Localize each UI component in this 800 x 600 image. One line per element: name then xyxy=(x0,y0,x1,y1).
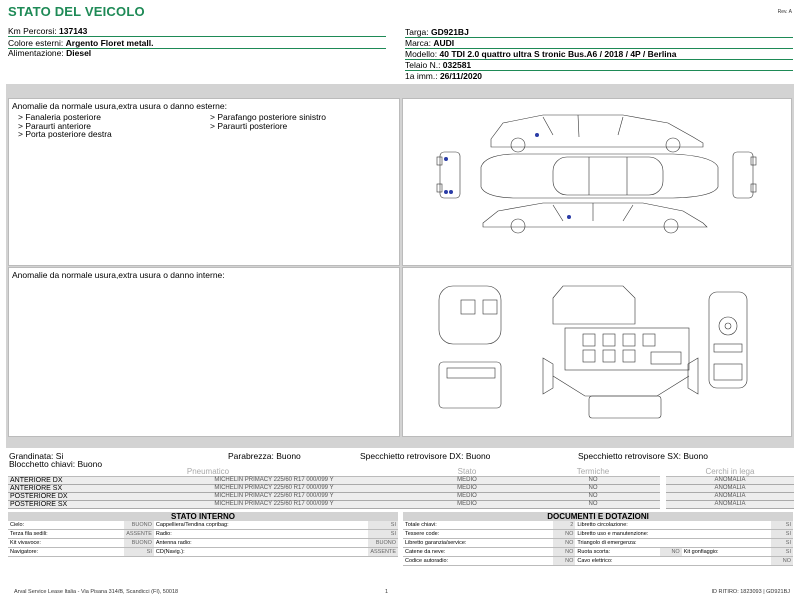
key-block-status: Blocchetto chiavi: Buono xyxy=(9,459,103,469)
damage-item: > Paraurti posteriore xyxy=(210,120,288,131)
table-row: Codice autoradio: NO Cavo elettrico: NO xyxy=(405,558,791,564)
revision-label: Rev. A xyxy=(777,9,792,15)
color-label: Colore esterni: xyxy=(8,38,66,48)
table-row: ANTERIORE SX MICHELIN PRIMACY 225/60 R17 000/099 Y MEDIO NO ANOMALIA xyxy=(8,485,794,493)
km-row xyxy=(8,26,386,37)
col-header-alloys: Cerchi in lega xyxy=(666,467,794,477)
car-interior-diagram xyxy=(403,268,791,436)
table-row: POSTERIORE DX MICHELIN PRIMACY 225/60 R17 000/099 Y MEDIO NO ANOMALIA xyxy=(8,493,794,501)
table-row: Kit vivavoce: BUONO Antenna radio: BUONO xyxy=(10,540,396,546)
table-row: ANTERIORE DX MICHELIN PRIMACY 225/60 R17 000/099 Y MEDIO NO ANOMALIA xyxy=(8,477,794,485)
internal-state-table xyxy=(8,521,398,557)
plate-value: GD921BJ xyxy=(431,27,469,37)
documents-title: DOCUMENTI E DOTAZIONI xyxy=(403,512,793,521)
damage-item: > Paraurti anteriore xyxy=(18,120,91,131)
external-damage-list-1 xyxy=(18,113,112,139)
table-row: Catene da neve: NO Ruota scorta: NO Kit gonfiaggio: SI xyxy=(405,549,791,555)
internal-damage-title: Anomalie da normale usura,extra usura o danno interne: xyxy=(12,270,225,280)
plate-row xyxy=(405,27,793,38)
table-row: Tessere code: NO Libretto uso e manutenzione: SI xyxy=(405,531,791,537)
chassis-label: Telaio N.: xyxy=(405,60,443,70)
external-car-diagram-panel xyxy=(402,98,792,266)
documents-table xyxy=(403,521,793,566)
parabrezza-status: Parabrezza: Buono xyxy=(228,451,301,461)
brand-value: AUDI xyxy=(433,38,455,48)
internal-car-diagram-panel xyxy=(402,267,792,437)
col-header-tyre: Pneumatico xyxy=(8,467,408,477)
table-row: Libretto garanzia/service: NO Triangolo di emergenza: SI xyxy=(405,540,791,546)
page-title: STATO DEL VEICOLO xyxy=(8,4,145,19)
brand-label: Marca: xyxy=(405,38,434,48)
external-damage-list-2 xyxy=(210,113,326,130)
external-damage-title: Anomalie da normale usura,extra usura o danno esterne: xyxy=(12,101,227,111)
mirror-sx-status: Specchietto retrovisore SX: Buono xyxy=(578,451,708,461)
table-row: Totale chiavi: 2 Libretto circolazione: SI xyxy=(405,522,791,528)
table-row: POSTERIORE SX MICHELIN PRIMACY 225/60 R17 000/099 Y MEDIO NO ANOMALIA xyxy=(8,501,794,509)
fuel-label: Alimentazione: xyxy=(8,48,67,58)
brand-row xyxy=(405,38,793,49)
tyres-table xyxy=(8,467,794,509)
mirror-dx-status: Specchietto retrovisore DX: Buono xyxy=(360,451,491,461)
table-row: Navigatore: SI CD(Navig.): ASSENTE xyxy=(10,549,396,555)
chassis-row xyxy=(405,60,793,71)
model-value: 40 TDI 2.0 quattro ultra S tronic Bus.A6 / 2018 / 4P / Berlina xyxy=(439,49,677,59)
table-row: Terza fila sedili: ASSENTE Radio: SI xyxy=(10,531,396,537)
car-exterior-diagram xyxy=(403,99,791,265)
registration-value: 26/11/2020 xyxy=(439,71,483,81)
internal-state-box xyxy=(8,512,398,557)
footer-id: ID RITIRO: 1823093 | GD921BJ xyxy=(711,589,790,595)
damage-item: > Fanaleria posteriore xyxy=(18,112,101,122)
damage-item: > Parafango posteriore sinistro xyxy=(210,112,326,122)
km-label: Km Percorsi: xyxy=(8,26,60,36)
fuel-value: Diesel xyxy=(66,48,92,58)
fuel-row xyxy=(8,48,386,59)
registration-row xyxy=(405,71,793,82)
km-value: 137143 xyxy=(59,26,88,36)
table-row: Cielo: BUONO Cappelliera/Tendina copribag: SI xyxy=(10,522,396,528)
footer-company: Arval Service Lease Italia - Via Pisana 314/B, Scandicci (FI), 50018 xyxy=(14,589,179,595)
internal-damage-panel xyxy=(8,267,400,437)
grandinata-status: Grandinata: Si xyxy=(9,451,64,461)
col-header-state: Stato xyxy=(408,467,526,477)
documents-box xyxy=(403,512,793,566)
external-damage-panel xyxy=(8,98,400,266)
internal-state-title: STATO INTERNO xyxy=(8,512,398,521)
registration-label: 1a imm.: xyxy=(405,71,440,81)
model-row xyxy=(405,49,793,60)
plate-label: Targa: xyxy=(405,27,431,37)
footer-page-number: 1 xyxy=(385,589,389,595)
model-label: Modello: xyxy=(405,49,440,59)
color-value: Argento Floret metall. xyxy=(65,38,154,48)
col-header-winter: Termiche xyxy=(526,467,660,477)
chassis-value: 032581 xyxy=(442,60,472,70)
damage-item: > Porta posteriore destra xyxy=(18,129,112,139)
tyres-header-row xyxy=(8,467,794,477)
